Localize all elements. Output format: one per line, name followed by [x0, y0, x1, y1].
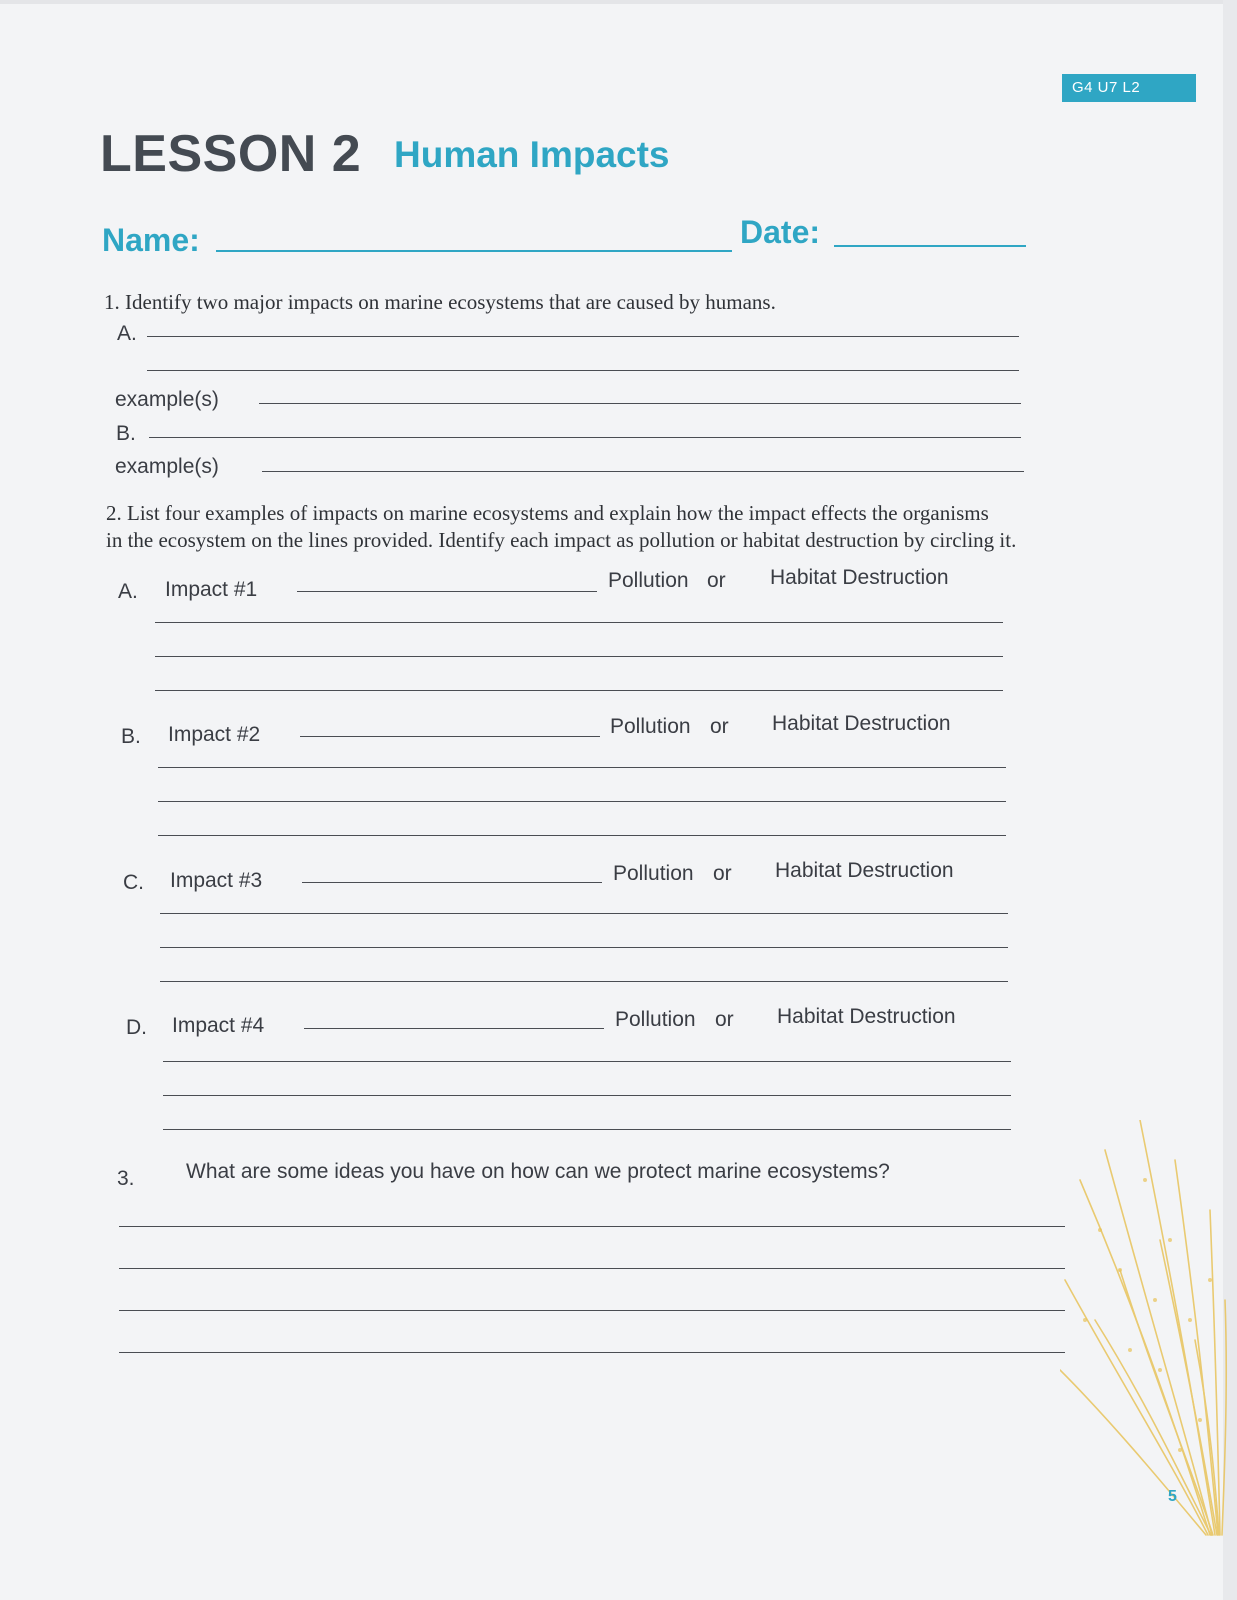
- answer-line[interactable]: [262, 471, 1024, 472]
- impact-3-field[interactable]: [302, 882, 602, 883]
- question-1-prompt: 1. Identify two major impacts on marine ecosystems that are caused by humans.: [104, 290, 776, 314]
- answer-line[interactable]: [119, 1268, 1065, 1269]
- question-1-b-label: B.: [116, 422, 136, 445]
- impact-2-letter: B.: [121, 725, 141, 748]
- answer-line[interactable]: [158, 835, 1006, 836]
- answer-line[interactable]: [147, 370, 1019, 371]
- question-1-b-example-label: example(s): [115, 455, 219, 478]
- lesson-title: Human Impacts: [394, 134, 670, 175]
- impact-1-habitat-choice[interactable]: Habitat Destruction: [770, 566, 949, 589]
- answer-line[interactable]: [155, 656, 1003, 657]
- answer-line[interactable]: [119, 1352, 1065, 1353]
- seagrass-illustration: [1060, 1120, 1230, 1540]
- answer-line[interactable]: [163, 1129, 1011, 1130]
- impact-4-label: Impact #4: [172, 1014, 265, 1037]
- impact-3-pollution-choice[interactable]: Pollution: [613, 862, 694, 885]
- answer-line[interactable]: [147, 336, 1019, 337]
- unit-tag: G4 U7 L2: [1062, 74, 1196, 102]
- answer-line[interactable]: [158, 801, 1006, 802]
- impact-1-or: or: [707, 569, 726, 592]
- impact-4-habitat-choice[interactable]: Habitat Destruction: [777, 1005, 956, 1028]
- question-1-a-label: A.: [117, 322, 137, 345]
- answer-line[interactable]: [119, 1310, 1065, 1311]
- impact-3-habitat-choice[interactable]: Habitat Destruction: [775, 859, 954, 882]
- name-field[interactable]: [216, 250, 732, 252]
- date-field[interactable]: [834, 245, 1026, 247]
- answer-line[interactable]: [155, 622, 1003, 623]
- question-3-number: 3.: [117, 1167, 135, 1190]
- impact-1-pollution-choice[interactable]: Pollution: [608, 569, 689, 592]
- impact-2-habitat-choice[interactable]: Habitat Destruction: [772, 712, 951, 735]
- answer-line[interactable]: [158, 767, 1006, 768]
- answer-line[interactable]: [259, 403, 1021, 404]
- question-2-prompt-line-1: 2. List four examples of impacts on marine ecosystems and explain how the impact effects the organisms: [106, 501, 989, 525]
- impact-2-label: Impact #2: [168, 723, 261, 746]
- impact-2-or: or: [710, 715, 729, 738]
- impact-4-letter: D.: [126, 1016, 147, 1039]
- impact-1-letter: A.: [118, 580, 138, 603]
- impact-3-letter: C.: [123, 871, 144, 894]
- question-3-prompt: What are some ideas you have on how can we protect marine ecosystems?: [186, 1160, 890, 1183]
- answer-line[interactable]: [119, 1226, 1065, 1227]
- impact-2-pollution-choice[interactable]: Pollution: [610, 715, 691, 738]
- date-label: Date:: [740, 214, 821, 250]
- impact-4-pollution-choice[interactable]: Pollution: [615, 1008, 696, 1031]
- answer-line[interactable]: [160, 913, 1008, 914]
- page-top-edge: [0, 0, 1237, 4]
- impact-1-label: Impact #1: [165, 578, 258, 601]
- name-label: Name:: [102, 222, 200, 258]
- answer-line[interactable]: [149, 437, 1021, 438]
- question-1-a-example-label: example(s): [115, 388, 219, 411]
- impact-3-or: or: [713, 862, 732, 885]
- answer-line[interactable]: [160, 947, 1008, 948]
- impact-4-or: or: [715, 1008, 734, 1031]
- impact-2-field[interactable]: [300, 736, 600, 737]
- impact-3-label: Impact #3: [170, 869, 263, 892]
- impact-4-field[interactable]: [304, 1028, 604, 1029]
- lesson-number: LESSON 2: [100, 125, 362, 183]
- answer-line[interactable]: [155, 690, 1003, 691]
- answer-line[interactable]: [163, 1095, 1011, 1096]
- answer-line[interactable]: [160, 981, 1008, 982]
- question-2-prompt-line-2: in the ecosystem on the lines provided. Identify each impact as pollution or habitat destruction by circling it.: [106, 528, 1017, 552]
- answer-line[interactable]: [163, 1061, 1011, 1062]
- page-number: 5: [1168, 1488, 1177, 1505]
- impact-1-field[interactable]: [297, 591, 597, 592]
